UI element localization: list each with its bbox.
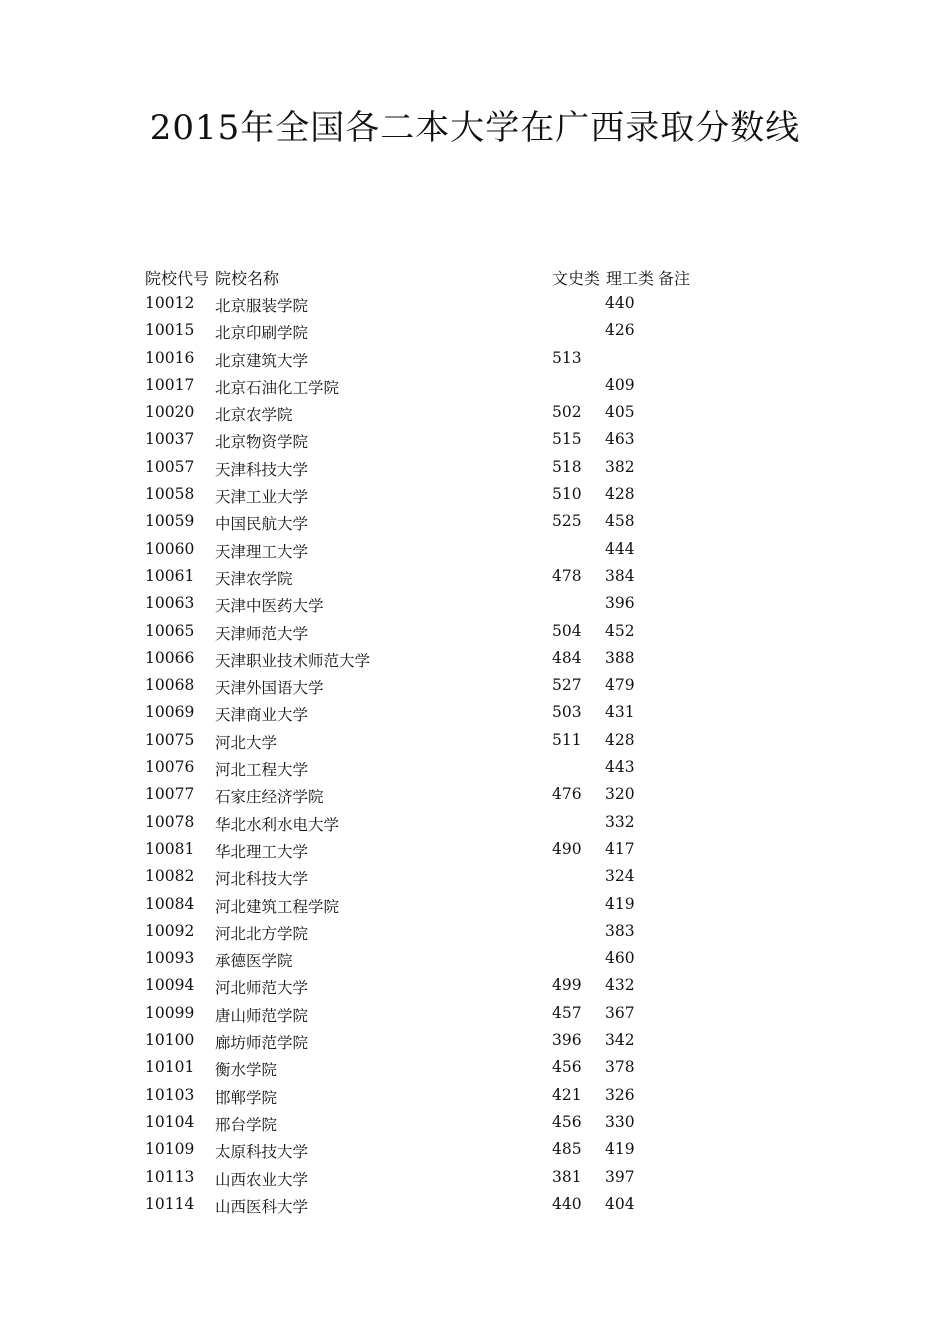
cell-wenshi: 518 bbox=[552, 457, 582, 476]
cell-name: 邯郸学院 bbox=[215, 1088, 278, 1107]
cell-name: 天津农学院 bbox=[215, 569, 293, 588]
cell-code: 10084 bbox=[145, 894, 195, 913]
table-row bbox=[0, 619, 950, 646]
cell-code: 10057 bbox=[145, 457, 195, 476]
cell-name: 天津商业大学 bbox=[215, 706, 309, 725]
cell-wenshi: 490 bbox=[552, 839, 582, 858]
cell-code: 10113 bbox=[145, 1167, 195, 1186]
table-row bbox=[0, 755, 950, 782]
cell-ligong: 409 bbox=[605, 375, 635, 394]
cell-name: 北京服装学院 bbox=[215, 297, 309, 315]
cell-code: 10059 bbox=[145, 512, 195, 531]
cell-name: 北京建筑大学 bbox=[215, 351, 309, 370]
table-row bbox=[0, 455, 950, 482]
table-row bbox=[0, 946, 950, 973]
table-row bbox=[0, 291, 950, 318]
table-row bbox=[0, 1028, 950, 1055]
cell-ligong: 324 bbox=[605, 867, 635, 886]
cell-code: 10093 bbox=[145, 949, 195, 968]
cell-name: 河北北方学院 bbox=[215, 924, 309, 943]
table-row bbox=[0, 973, 950, 1000]
table-row bbox=[0, 892, 950, 919]
cell-ligong: 440 bbox=[605, 294, 635, 312]
cell-name: 廊坊师范学院 bbox=[215, 1034, 309, 1053]
cell-ligong: 404 bbox=[605, 1194, 635, 1213]
table-row bbox=[0, 373, 950, 400]
cell-name: 山西医科大学 bbox=[215, 1197, 309, 1216]
cell-ligong: 397 bbox=[605, 1167, 635, 1186]
cell-code: 10092 bbox=[145, 921, 195, 940]
cell-wenshi: 484 bbox=[552, 648, 582, 667]
cell-name: 河北科技大学 bbox=[215, 870, 309, 889]
cell-ligong: 384 bbox=[605, 566, 635, 585]
cell-name: 邢台学院 bbox=[215, 1115, 278, 1134]
table-row bbox=[0, 427, 950, 454]
cell-ligong: 388 bbox=[605, 648, 635, 667]
table-row bbox=[0, 782, 950, 809]
cell-ligong: 332 bbox=[605, 812, 635, 831]
table-row bbox=[0, 1083, 950, 1110]
table-row bbox=[0, 837, 950, 864]
cell-code: 10015 bbox=[145, 321, 195, 340]
cell-name: 中国民航大学 bbox=[215, 515, 309, 534]
cell-wenshi: 510 bbox=[552, 485, 582, 504]
cell-name: 石家庄经济学院 bbox=[215, 788, 324, 807]
cell-wenshi: 511 bbox=[552, 730, 582, 749]
cell-code: 10094 bbox=[145, 976, 195, 995]
table-row bbox=[0, 346, 950, 373]
cell-wenshi: 503 bbox=[552, 703, 582, 722]
cell-wenshi: 396 bbox=[552, 1031, 582, 1050]
cell-name: 太原科技大学 bbox=[215, 1143, 309, 1162]
cell-wenshi: 456 bbox=[552, 1058, 582, 1077]
cell-code: 10068 bbox=[145, 676, 195, 695]
table-row bbox=[0, 1137, 950, 1164]
table-row bbox=[0, 646, 950, 673]
table-row bbox=[0, 1192, 950, 1219]
cell-ligong: 320 bbox=[605, 785, 635, 804]
cell-wenshi: 504 bbox=[552, 621, 582, 640]
cell-code: 10017 bbox=[145, 375, 195, 394]
cell-wenshi: 440 bbox=[552, 1194, 582, 1213]
cell-name: 华北理工大学 bbox=[215, 842, 309, 861]
cell-code: 10075 bbox=[145, 730, 195, 749]
cell-name: 北京印刷学院 bbox=[215, 324, 309, 343]
cell-code: 10101 bbox=[145, 1058, 195, 1077]
table-row bbox=[0, 1110, 950, 1137]
cell-code: 10109 bbox=[145, 1140, 195, 1159]
cell-ligong: 432 bbox=[605, 976, 635, 995]
cell-ligong: 479 bbox=[605, 676, 635, 695]
cell-ligong: 419 bbox=[605, 1140, 635, 1159]
cell-code: 10063 bbox=[145, 594, 195, 613]
cell-code: 10081 bbox=[145, 839, 195, 858]
cell-ligong: 382 bbox=[605, 457, 635, 476]
table-row bbox=[0, 864, 950, 891]
cell-code: 10012 bbox=[145, 294, 195, 312]
table-row bbox=[0, 673, 950, 700]
cell-code: 10077 bbox=[145, 785, 195, 804]
cell-code: 10065 bbox=[145, 621, 195, 640]
cell-ligong: 405 bbox=[605, 403, 635, 422]
cell-ligong: 428 bbox=[605, 730, 635, 749]
cell-code: 10020 bbox=[145, 403, 195, 422]
table-header bbox=[0, 266, 950, 290]
table-row bbox=[0, 810, 950, 837]
table-body bbox=[0, 291, 950, 1219]
cell-wenshi: 476 bbox=[552, 785, 582, 804]
header-name: 院校名称 bbox=[215, 269, 280, 288]
cell-name: 河北工程大学 bbox=[215, 761, 309, 780]
table-row bbox=[0, 509, 950, 536]
cell-code: 10060 bbox=[145, 539, 195, 558]
cell-ligong: 378 bbox=[605, 1058, 635, 1077]
cell-ligong: 383 bbox=[605, 921, 635, 940]
cell-name: 天津理工大学 bbox=[215, 542, 309, 561]
cell-wenshi: 478 bbox=[552, 566, 582, 585]
cell-code: 10099 bbox=[145, 1003, 195, 1022]
cell-name: 北京农学院 bbox=[215, 406, 293, 425]
cell-name: 天津工业大学 bbox=[215, 488, 309, 507]
cell-ligong: 342 bbox=[605, 1031, 635, 1050]
cell-code: 10103 bbox=[145, 1085, 195, 1104]
cell-name: 华北水利水电大学 bbox=[215, 815, 340, 834]
cell-code: 10069 bbox=[145, 703, 195, 722]
cell-name: 天津科技大学 bbox=[215, 460, 309, 479]
cell-wenshi: 421 bbox=[552, 1085, 582, 1104]
cell-ligong: 419 bbox=[605, 894, 635, 913]
table-row bbox=[0, 482, 950, 509]
cell-name: 天津师范大学 bbox=[215, 624, 309, 643]
cell-ligong: 417 bbox=[605, 839, 635, 858]
cell-ligong: 367 bbox=[605, 1003, 635, 1022]
cell-name: 承德医学院 bbox=[215, 952, 293, 971]
cell-ligong: 444 bbox=[605, 539, 635, 558]
cell-wenshi: 381 bbox=[552, 1167, 582, 1186]
cell-code: 10114 bbox=[145, 1194, 195, 1213]
cell-ligong: 396 bbox=[605, 594, 635, 613]
cell-name: 河北建筑工程学院 bbox=[215, 897, 340, 916]
cell-name: 山西农业大学 bbox=[215, 1170, 309, 1189]
cell-wenshi: 513 bbox=[552, 348, 582, 367]
header-wenshi: 文史类 bbox=[552, 269, 601, 288]
cell-wenshi: 456 bbox=[552, 1112, 582, 1131]
cell-name: 河北大学 bbox=[215, 733, 278, 752]
header-code: 院校代号 bbox=[145, 269, 210, 288]
cell-code: 10104 bbox=[145, 1112, 195, 1131]
cell-wenshi: 525 bbox=[552, 512, 582, 531]
table-row bbox=[0, 728, 950, 755]
cell-ligong: 463 bbox=[605, 430, 635, 449]
cell-wenshi: 499 bbox=[552, 976, 582, 995]
cell-wenshi: 527 bbox=[552, 676, 582, 695]
cell-code: 10058 bbox=[145, 485, 195, 504]
cell-code: 10016 bbox=[145, 348, 195, 367]
cell-ligong: 460 bbox=[605, 949, 635, 968]
cell-ligong: 431 bbox=[605, 703, 635, 722]
cell-name: 唐山师范学院 bbox=[215, 1006, 309, 1025]
cell-code: 10078 bbox=[145, 812, 195, 831]
cell-ligong: 452 bbox=[605, 621, 635, 640]
table-row bbox=[0, 591, 950, 618]
cell-wenshi: 515 bbox=[552, 430, 582, 449]
cell-wenshi: 457 bbox=[552, 1003, 582, 1022]
cell-name: 河北师范大学 bbox=[215, 979, 309, 998]
cell-wenshi: 485 bbox=[552, 1140, 582, 1159]
cell-code: 10100 bbox=[145, 1031, 195, 1050]
cell-code: 10066 bbox=[145, 648, 195, 667]
cell-code: 10061 bbox=[145, 566, 195, 585]
cell-name: 衡水学院 bbox=[215, 1061, 278, 1080]
cell-code: 10076 bbox=[145, 758, 195, 777]
header-note: 备注 bbox=[658, 269, 691, 288]
table-row bbox=[0, 1001, 950, 1028]
cell-code: 10082 bbox=[145, 867, 195, 886]
cell-ligong: 443 bbox=[605, 758, 635, 777]
cell-name: 天津中医药大学 bbox=[215, 597, 324, 616]
cell-ligong: 426 bbox=[605, 321, 635, 340]
cell-name: 天津外国语大学 bbox=[215, 679, 324, 698]
table-row bbox=[0, 1055, 950, 1082]
cell-ligong: 428 bbox=[605, 485, 635, 504]
cell-code: 10037 bbox=[145, 430, 195, 449]
cell-name: 天津职业技术师范大学 bbox=[215, 651, 371, 670]
cell-name: 北京石油化工学院 bbox=[215, 378, 340, 397]
table-row bbox=[0, 919, 950, 946]
table-row bbox=[0, 1165, 950, 1192]
cell-ligong: 330 bbox=[605, 1112, 635, 1131]
table-row bbox=[0, 537, 950, 564]
header-ligong: 理工类 bbox=[606, 269, 655, 288]
cell-ligong: 458 bbox=[605, 512, 635, 531]
page-title: 2015年全国各二本大学在广西录取分数线 bbox=[149, 108, 801, 148]
table-row bbox=[0, 564, 950, 591]
table-row bbox=[0, 400, 950, 427]
table-row bbox=[0, 700, 950, 727]
table-row bbox=[0, 318, 950, 345]
cell-ligong: 326 bbox=[605, 1085, 635, 1104]
cell-name: 北京物资学院 bbox=[215, 433, 309, 452]
cell-wenshi: 502 bbox=[552, 403, 582, 422]
